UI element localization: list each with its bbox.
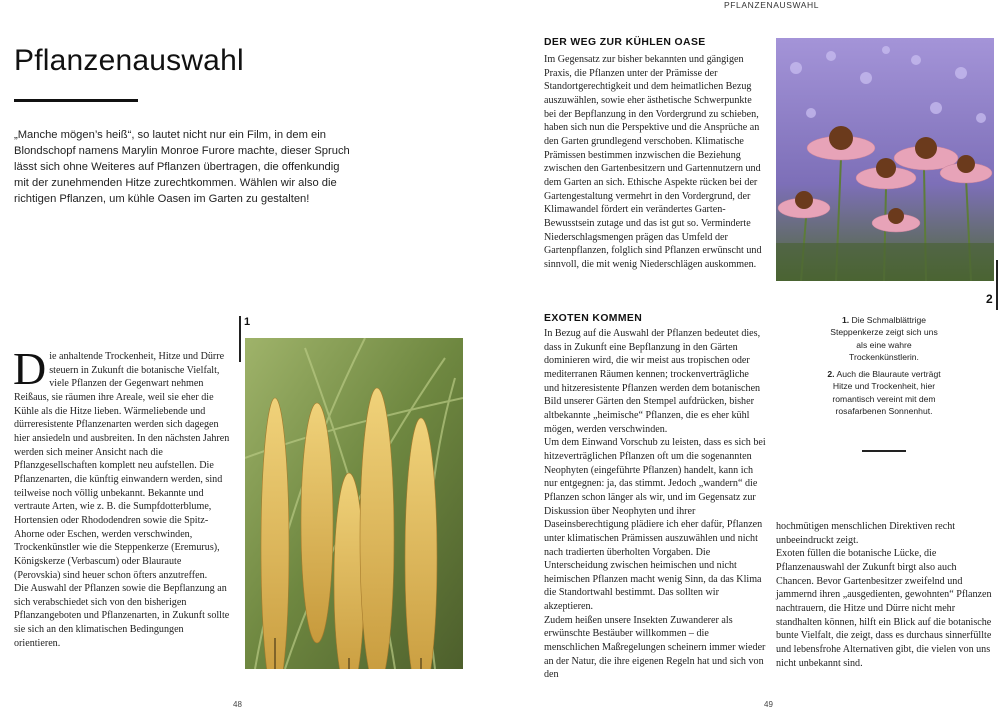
- right-body-column: [776, 520, 996, 670]
- body-paragraph: Die Auswahl der Pflanzen sowie die Bepflanzung an sich verabschiedet sich von den bisherigen Pflanzangeboten und Pflanzenarten, in Zukunft sollte sie sich an den klimatischen Bedingungen orientieren.: [14, 583, 230, 649]
- caption-number: 2.: [827, 369, 835, 380]
- body-paragraph: Um dem Einwand Vorschub zu leisten, dass es sich bei hitzeverträglichen Pflanzen oft um die sogenannten Neophyten (eingeführte Pflanzen) handelt, kann ich nur entgegnen: ja, das stimmt. Jedoch „wandern“ die Pflanzen schon länger als wir, und im Gegensatz zur Diskussion über Neophyten und ihrer Daseinsberechtigung plädiere ich eher dafür, Pflanzen unter klimatischen Prämissen auszuwählen und nicht nach tradierten überholten Vorgaben. Die Unterscheidung zwischen heimischen und nicht heimischen Pflanzen macht wenig Sinn, da das Klima die Standortwahl bestimmt. Das sollten wir akzeptieren.: [544, 437, 766, 613]
- section-2-body: [544, 327, 766, 682]
- coneflower-photo: [776, 38, 994, 281]
- left-body-column: [13, 343, 230, 650]
- figure-1-number: 1: [244, 316, 251, 328]
- caption-text: Auch die Blauraute verträgt Hitze und Trockenheit, hier romantisch vereint mit dem rosafarbenen Sonnenhut.: [832, 369, 941, 417]
- page-number-left: 48: [233, 700, 242, 709]
- drop-cap: D: [13, 343, 47, 394]
- running-head: PFLANZENAUSWAHL: [724, 0, 820, 10]
- section-1-body: [544, 53, 766, 272]
- intro-text: [14, 127, 350, 207]
- section-heading-cool-oasis: DER WEG ZUR KÜHLEN OASE: [544, 37, 706, 48]
- body-paragraph: hochmütigen menschlichen Direktiven recht unbeeindruckt zeigt.: [776, 521, 956, 546]
- caption-text: Die Schmalblättrige Steppenkerze zeigt sich uns als eine wahre Trockenkünstlerin.: [830, 315, 938, 362]
- body-paragraph: Exoten füllen die botanische Lücke, die Pflanzenauswahl der Zukunft birgt also auch Chancen. Bevor Gartenbesitzer zweifelnd und jammernd ihren „ausgedienten, gewohnten“ Pflanzen nachtrauern, die Hitze und Dürre nicht mehr standhalten können, hilft ein Blick auf die botanische bunte Vielfalt, die zeigt, dass es durchaus sinnerfüllte und lebensfrohe Alternativen gibt, die vielen von uns nicht unbekannt sind.: [776, 548, 992, 669]
- page-title: Pflanzenauswahl: [14, 44, 244, 77]
- caption-2: [826, 368, 942, 417]
- body-paragraph: Zudem heißen unsere Insekten Zuwanderer als erwünschte Bestäuber willkommen – die menschlichen Maßregelungen scheinern immer wieder an der Natur, die ihre eigenen Regeln hat und sich von den: [544, 614, 766, 681]
- caption-1: [826, 314, 942, 363]
- foxtail-lily-photo: [245, 338, 463, 669]
- body-paragraph: Im Gegensatz zur bisher bekannten und gängigen Praxis, die Pflanzen unter der Prämisse der Standortgerechtigkeit und dem heimatlichen Bezug auszuwählen, sowie eher ästhetische Schwerpunkte bei der Bepflanzung in den Vordergrund zu schieben, haben sich nun die Perspektive und die Ansprüche an den Garten grundlegend verschoben. Klimatische Prämissen bestimmen inzwischen die Beziehung zwischen den Gartenbesitzern und Gartennutzern und dem Garten an sich. Ethische Aspekte rücken bei der Gartengestaltung vermehrt in den Vordergrund, der Klimawandel fördert ein verändertes Garten-Bewusstsein zutage und das ist gut so. Verminderte Niederschlagsmengen prägen das Umfeld der Gartenpflanzen, folglich sind Pflanzen erwünscht und sinnvoll, die mit wenig Niederschlägen auskommen.: [544, 54, 762, 270]
- caption-rule: [862, 450, 906, 452]
- figure-2-marker: [996, 260, 998, 310]
- photo-captions: [826, 314, 942, 422]
- body-paragraph: In Bezug auf die Auswahl der Pflanzen bedeutet dies, dass in Zukunft eine Bepflanzung in den Gärten dominieren wird, die wir meist aus tropischen oder mediterranen Räumen kennen; trockenverträgliche und hitzeresistente Pflanzen werden dem botanischen Bild unserer Gärten den Stempel aufdrücken, bisher altbekannte „heimische“ Pflanzen, die es eher kühl mögen, werden verschwinden.: [544, 328, 761, 435]
- figure-1-marker: [239, 316, 241, 362]
- intro-paragraph: „Manche mögen’s heiß“, so lautet nicht nur ein Film, in dem ein Blondschopf namens Marylin Monroe Furore machte, dieser Spruch lässt sich ohne Weiteres auf Pflanzen übertragen, die offenkundig mit der zunehmenden Hitze zurechtkommen. Wählen wir also die richtigen Pflanzen, um kühle Oasen im Garten zu gestalten!: [14, 129, 350, 205]
- body-paragraph: ie anhaltende Trockenheit, Hitze und Dürre steuern in Zukunft die botanische Vielfalt, viele Pflanzen der Gegenwart nehmen Reißaus, sie räumen ihre Areale, weil sie eher die Kühle als die Hitze lieben. Wärmeliebende und dürreresistente Pflanzenarten werden sich dagegen hier ansiedeln und ausbreiten. In den nächsten Jahren werden sich meiner Ansicht nach die Pflanzgesellschaften komplett neu aufstellen. Die Pflanzenarten, die künftig einwandern werden, sind teilweise noch völlig unbekannt. Bekannte und vertraute Arten, wie z. B. die Sumpfdotterblume, Hortensien oder Rhododendren sowie die Spitz-Ahorne oder Eschen, werden verschwinden, Trockenkünstler wie die Steppenkerze (Eremurus), Königskerze (Verbascum) oder Blauraute (Perovskia) sind heuer schon öfters anzutreffen.: [14, 351, 230, 581]
- title-rule: [14, 99, 138, 102]
- section-heading-exotics: EXOTEN KOMMEN: [544, 313, 643, 324]
- figure-2-number: 2: [986, 292, 993, 306]
- caption-number: 1.: [841, 315, 850, 325]
- page-number-right: 49: [764, 700, 773, 709]
